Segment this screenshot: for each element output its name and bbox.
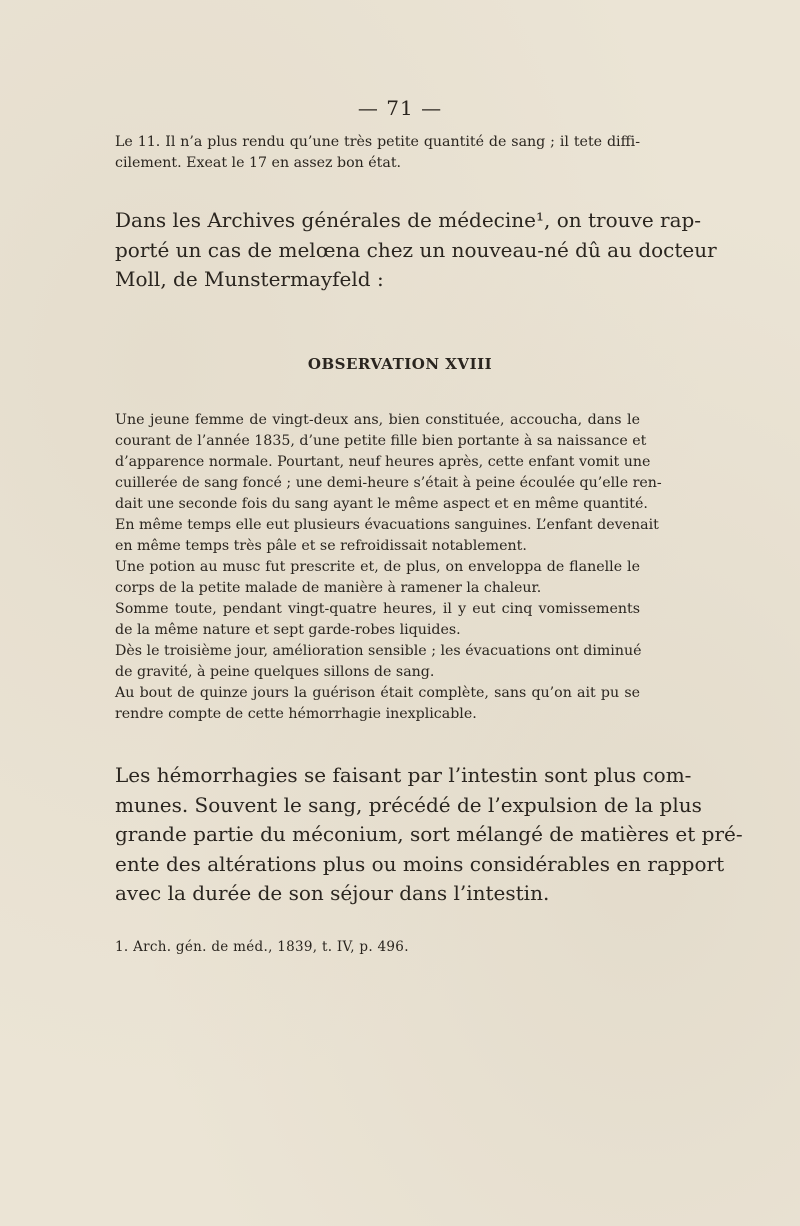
paragraph-1-line: cilement. Exeat le 17 en assez bon état. <box>115 155 402 171</box>
paragraph-2-line: Dans les Archives générales de médecine¹, on trouve rap- <box>115 208 702 232</box>
paragraph-1 <box>115 132 640 174</box>
observation-line: Somme toute, pendant vingt-quatre heures, il y eut cinq vomissements <box>115 601 640 617</box>
paragraph-2-line: porté un cas de melœna chez un nouveau-né dû au docteur <box>115 237 717 262</box>
paragraph-3-line: Les hémorrhagies se faisant par l’intestin sont plus com- <box>115 763 692 787</box>
observation-line: de gravité, à peine quelques sillons de sang. <box>115 664 435 680</box>
observation-line: Au bout de quinze jours la guérison était complète, sans qu’on ait pu se <box>115 685 640 701</box>
paragraph-2-line: Moll, de Munstermayfeld : <box>115 267 384 291</box>
paragraph-1-line: Le 11. Il n’a plus rendu qu’une très petite quantité de sang ; il tete diffi- <box>115 134 640 150</box>
page-number: — 71 — <box>357 96 443 120</box>
observation-line: de la même nature et sept garde-robes liquides. <box>115 622 461 638</box>
observation-line: cuillerée de sang foncé ; une demi-heure s’était à peine écoulée qu’elle ren- <box>115 475 662 491</box>
paragraph-3-line: ente des altérations plus ou moins considérables en rapport <box>115 851 725 876</box>
observation-line: courant de l’année 1835, d’une petite fille bien portante à sa naissance et <box>115 433 647 449</box>
observation-line: dait une seconde fois du sang ayant le même aspect et en même quantité. <box>115 496 648 512</box>
paragraph-3 <box>115 761 743 909</box>
observation-text <box>115 410 662 725</box>
observation-line: Dès le troisième jour, amélioration sensible ; les évacuations ont diminué <box>115 643 642 659</box>
observation-line: Une potion au musc fut prescrite et, de plus, on enveloppa de flanelle le <box>115 559 640 575</box>
paragraph-2 <box>115 206 717 295</box>
observation-line: En même temps elle eut plusieurs évacuations sanguines. L’enfant devenait <box>115 517 659 533</box>
observation-line: rendre compte de cette hémorrhagie inexplicable. <box>115 706 477 722</box>
observation-line: d’apparence normale. Pourtant, neuf heures après, cette enfant vomit une <box>115 454 651 470</box>
observation-line: en même temps très pâle et se refroidissait notablement. <box>115 538 527 554</box>
section-heading: OBSERVATION XVIII <box>307 355 493 373</box>
observation-line: corps de la petite malade de manière à ramener la chaleur. <box>115 580 542 596</box>
observation-line: Une jeune femme de vingt-deux ans, bien constituée, accoucha, dans le <box>115 412 640 428</box>
paragraph-3-line: avec la durée de son séjour dans l’intestin. <box>115 881 550 905</box>
footnote: 1. Arch. gén. de méd., 1839, t. IV, p. 496. <box>115 939 409 955</box>
paragraph-3-line: munes. Souvent le sang, précédé de l’expulsion de la plus <box>115 792 702 817</box>
paragraph-3-line: grande partie du méconium, sort mélangé de matières et pré- <box>115 822 743 846</box>
